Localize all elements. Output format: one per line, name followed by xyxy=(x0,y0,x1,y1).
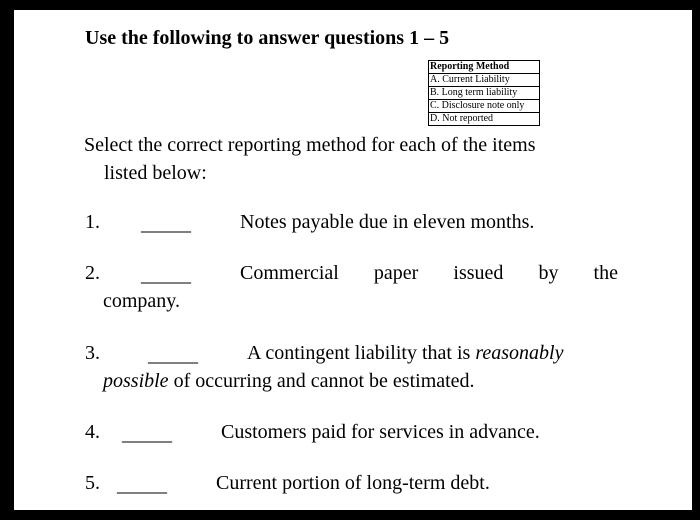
instructions-line-1: Select the correct reporting method for each of the items xyxy=(84,134,536,156)
question-text: Customers paid for services in advance. xyxy=(221,421,540,443)
question-text-emphasis: reasonably xyxy=(475,342,564,364)
question-number: 5. xyxy=(85,472,100,494)
question-word: issued xyxy=(453,262,504,284)
question-word: by xyxy=(538,262,559,284)
question-number: 2. xyxy=(85,262,100,284)
question-text-emphasis: possible xyxy=(103,370,169,392)
question-text-continuation: company. xyxy=(103,290,181,312)
legend-item-a: A. Current Liability xyxy=(429,73,539,86)
question-text-continuation xyxy=(103,370,475,393)
legend-item-c: C. Disclosure note only xyxy=(429,99,539,112)
question-text xyxy=(247,342,563,365)
legend-item-b: B. Long term liability xyxy=(429,86,539,99)
question-number: 1. xyxy=(85,211,100,233)
question-text: Current portion of long-term debt. xyxy=(216,472,490,494)
question-text xyxy=(240,262,618,285)
answer-blank: _____ xyxy=(122,423,172,445)
question-text-plain: A contingent liability that is xyxy=(247,342,476,364)
page-heading: Use the following to answer questions 1 – 5 xyxy=(85,27,450,49)
answer-blank: _____ xyxy=(117,474,167,496)
question-text-plain: of occurring and cannot be estimated. xyxy=(168,370,475,392)
legend-title: Reporting Method xyxy=(430,61,510,72)
answer-blank: _____ xyxy=(148,344,198,366)
question-word: paper xyxy=(373,262,419,284)
answer-blank: _____ xyxy=(141,213,191,235)
reporting-method-legend xyxy=(428,60,540,126)
question-number: 4. xyxy=(85,421,100,443)
legend-item-d: D. Not reported xyxy=(429,112,539,125)
instructions xyxy=(84,131,624,187)
instructions-line-2: listed below: xyxy=(104,162,207,184)
answer-blank: _____ xyxy=(141,264,191,286)
question-word: Commercial xyxy=(240,262,339,284)
question-text: Notes payable due in eleven months. xyxy=(240,211,535,233)
question-word: the xyxy=(593,262,618,284)
question-number: 3. xyxy=(85,342,100,364)
document-page xyxy=(14,10,692,510)
